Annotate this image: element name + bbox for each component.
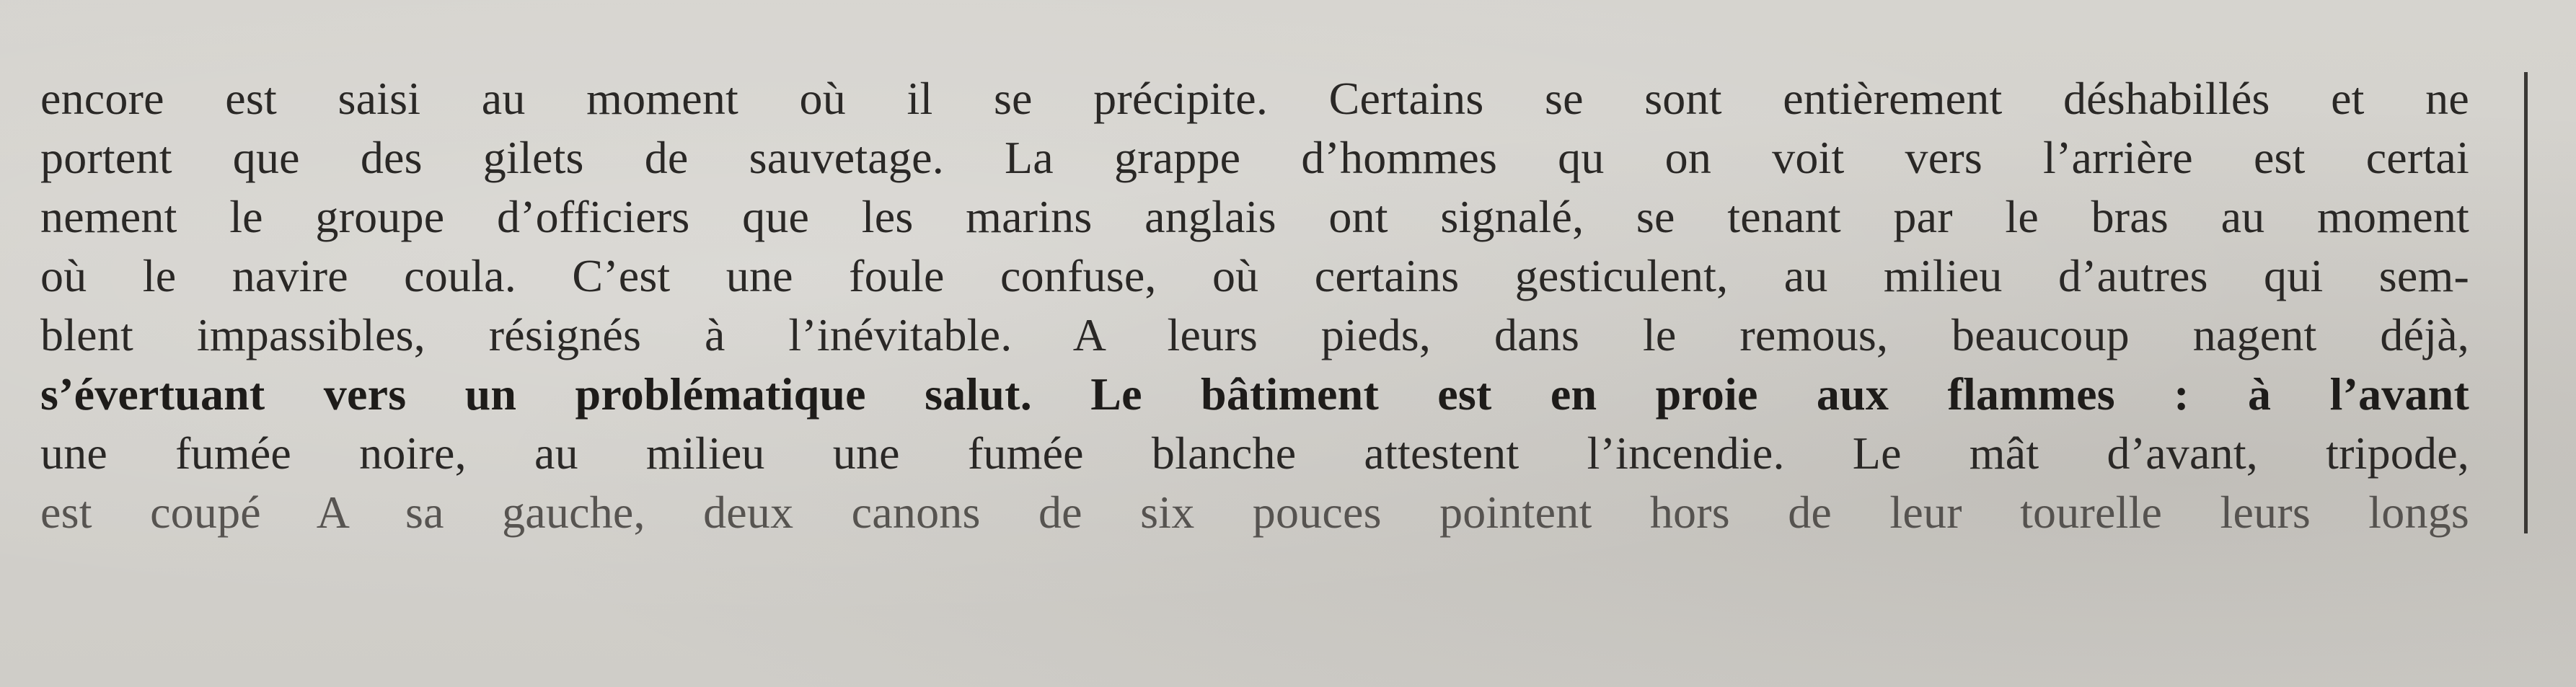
text-line-7: une fumée noire, au milieu une fumée blanche attestent l’incendie. Le mât d’avant, tripode,	[40, 427, 2469, 479]
text-line-1: encore est saisi au moment où il se précipite. Certains se sont entièrement déshabillés et ne	[40, 73, 2469, 124]
text-line-3: nement le groupe d’officiers que les marins anglais ont signalé, se tenant par le bras au moment	[40, 191, 2469, 242]
right-margin-rule	[2524, 72, 2528, 533]
text-line-8: est coupé A sa gauche, deux canons de six pouces pointent hors de leur tourelle leurs longs	[40, 487, 2469, 538]
text-line-2: portent que des gilets de sauvetage. La grappe d’hommes qu on voit vers l’arrière est certai	[40, 132, 2469, 183]
text-line-4: où le navire coula. C’est une foule confuse, où certains gesticulent, au milieu d’autres qui sem-	[40, 250, 2469, 301]
text-line-5: blent impassibles, résignés à l’inévitable. A leurs pieds, dans le remous, beaucoup nagent déjà,	[40, 309, 2469, 360]
text-line-6: s’évertuant vers un problématique salut. Le bâtiment est en proie aux flammes : à l’avant	[40, 368, 2469, 420]
text-block	[40, 69, 2469, 542]
